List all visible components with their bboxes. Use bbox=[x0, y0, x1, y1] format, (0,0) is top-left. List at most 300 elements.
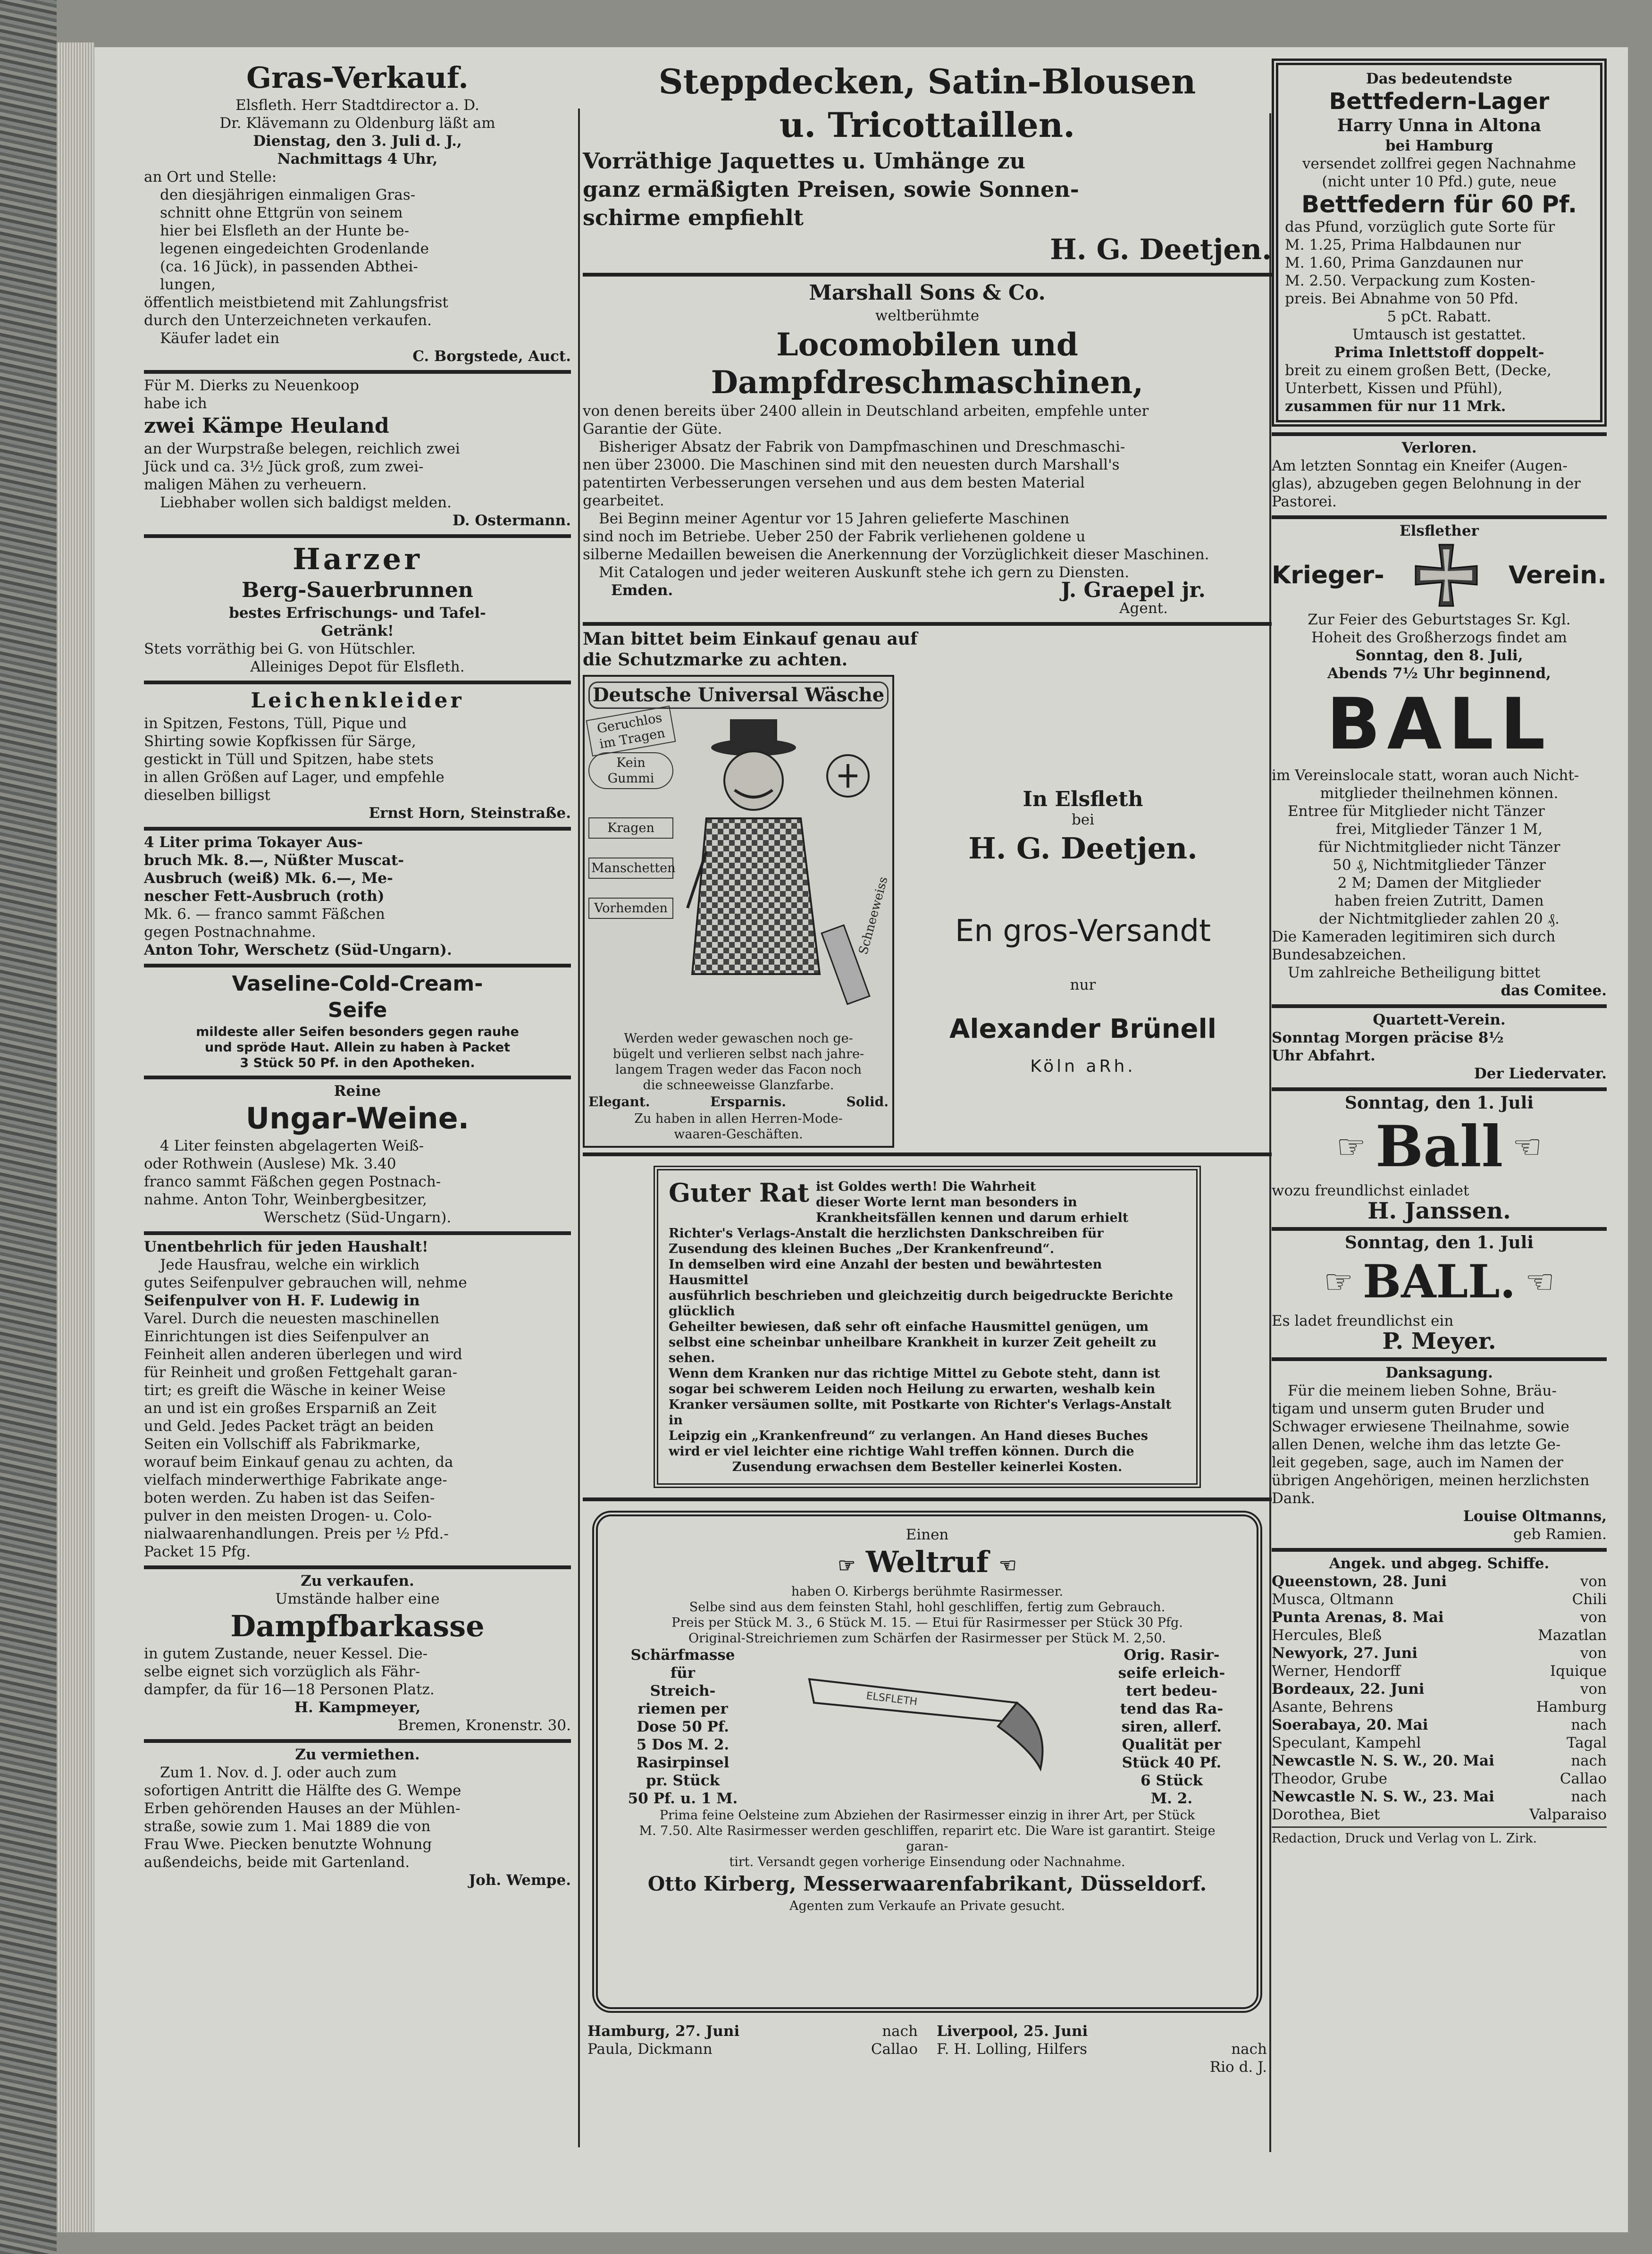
ad-pretitle: Einen bbox=[906, 1526, 949, 1543]
ad-line: Qualität per bbox=[1122, 1736, 1222, 1753]
ad-line: Unterbett, Kissen und Pfühl), bbox=[1285, 380, 1503, 397]
waesche-layout bbox=[583, 675, 1272, 1148]
razor-blade-label: ELSFLETH bbox=[865, 1690, 918, 1708]
bettfedern-chain-border bbox=[1272, 59, 1607, 427]
ad-line: tirt; es greift die Wäsche in keiner Weise bbox=[144, 1382, 446, 1399]
man-with-hat-illustration bbox=[678, 710, 891, 1021]
ad-kaempe-heuland bbox=[144, 374, 571, 538]
ad-line: siren, allerf. bbox=[1121, 1718, 1222, 1735]
triple-row bbox=[588, 1093, 889, 1111]
ad-headline: Locomobilen und Dampfdreschmaschinen, bbox=[711, 326, 1144, 401]
ad-line: nen über 23000. Die Maschinen sind mit den neuesten durch Marshall's bbox=[583, 456, 1120, 473]
ad-line: Mk. 6. — franco sammt Fäßchen bbox=[144, 906, 385, 923]
ad-line: Shirting sowie Kopfkissen für Särge, bbox=[144, 733, 416, 750]
ad-line: im Vereinslocale statt, woran auch Nicht- bbox=[1272, 767, 1579, 784]
ship-direction: nach bbox=[1571, 1716, 1607, 1733]
ad-line: ist Goldes werth! Die Wahrheit bbox=[815, 1179, 1036, 1194]
ad-line: nur bbox=[1070, 976, 1096, 993]
ship-port: Bordeaux, 22. Juni bbox=[1272, 1681, 1425, 1698]
ad-line: Geheilter bewiesen, daß sehr oft einfache Hausmittel genügen, um bbox=[669, 1320, 1149, 1334]
ad-line: Dose 50 Pf. bbox=[637, 1718, 729, 1735]
ad-line: Feinheit allen anderen überlegen und wird bbox=[144, 1346, 462, 1363]
ad-line: an Ort und Stelle: bbox=[144, 168, 277, 185]
ad-pretitle: Elsflether bbox=[1399, 522, 1479, 539]
ad-guter-rat bbox=[583, 1156, 1272, 1501]
ad-line: Ausbruch (weiß) Mk. 6.—, Me- bbox=[144, 870, 393, 887]
ad-line: patentirten Verbesserungen versehen und aus dem besten Material bbox=[583, 474, 1085, 491]
ad-line: dieser Worte lernt man besonders in bbox=[815, 1195, 1077, 1210]
ad-line: Mit Catalogen und jeder weiteren Auskunft stehe ich gern zu Diensten. bbox=[599, 564, 1130, 581]
ship-destination: Rio d. J. bbox=[1209, 2059, 1267, 2076]
ship-place: Valparaiso bbox=[1529, 1806, 1607, 1823]
ad-line: ausführlich beschrieben und gleichzeitig durch beigedruckte Berichte glücklich bbox=[669, 1288, 1174, 1319]
ad-line: Sonntag, den 8. Juli, bbox=[1355, 647, 1523, 664]
ad-line: Hoheit des Großherzogs findet am bbox=[1311, 629, 1567, 646]
ad-dampfbarkasse bbox=[144, 1569, 571, 1743]
ad-title: Weltruf bbox=[865, 1545, 989, 1579]
ad-line: Dank. bbox=[1272, 1490, 1315, 1507]
ad-line: (nicht unter 10 Pfd.) gute, neue bbox=[1322, 173, 1557, 190]
ad-title: u. Tricottaillen. bbox=[779, 105, 1075, 145]
ad-line: Bei Beginn meiner Agentur vor 15 Jahren gelieferte Maschinen bbox=[599, 510, 1070, 527]
ad-line: Käufer ladet ein bbox=[160, 330, 280, 347]
ad-line: in gutem Zustande, neuer Kessel. Die- bbox=[144, 1645, 428, 1662]
ad-maker: Alexander Brünell bbox=[949, 1014, 1216, 1044]
ad-headline: BALL bbox=[1326, 683, 1552, 765]
ad-line: 5 pCt. Rabatt. bbox=[1387, 308, 1492, 325]
ship-name: Dorothea, Biet bbox=[1272, 1806, 1380, 1823]
ad-title: Bettfedern-Lager bbox=[1329, 88, 1550, 115]
pointing-hand-icon: ☞ bbox=[838, 1554, 856, 1577]
ad-line: Zusendung des kleinen Buches „Der Krankenfreund“. bbox=[669, 1242, 1055, 1256]
ship-direction: von bbox=[1580, 1645, 1607, 1662]
ad-pretitle: Zu verkaufen. bbox=[301, 1573, 414, 1590]
ship-port: Newcastle N. S. W., 20. Mai bbox=[1272, 1752, 1494, 1769]
ad-line: M. 2.50. Verpackung zum Kosten- bbox=[1285, 272, 1535, 289]
ad-headline: BALL. bbox=[1362, 1255, 1516, 1308]
ad-line: Umtausch ist gestattet. bbox=[1352, 326, 1526, 343]
ship-port: Queenstown, 28. Juni bbox=[1272, 1573, 1447, 1590]
ad-title: Marshall Sons & Co. bbox=[809, 281, 1046, 305]
ship-place: Chili bbox=[1572, 1591, 1607, 1608]
ad-line: haben O. Kirbergs berühmte Rasirmesser. bbox=[791, 1584, 1064, 1599]
ad-line: Am letzten Sonntag ein Kneifer (Augen- bbox=[1272, 457, 1568, 474]
ad-line: Elsfleth. Herr Stadtdirector a. D. bbox=[235, 97, 479, 114]
ad-line: Werschetz (Süd-Ungarn). bbox=[263, 1209, 452, 1226]
ad-line: tend das Ra- bbox=[1120, 1700, 1224, 1717]
ad-line: Kranker versäumen sollte, mit Postkarte von Richter's Verlags-Anstalt in bbox=[669, 1397, 1172, 1428]
ad-line: zusammen für nur 11 Mrk. bbox=[1285, 398, 1506, 415]
ad-title: Vaseline-Cold-Cream- bbox=[232, 972, 483, 996]
ad-line: dampfer, da für 16—18 Personen Platz. bbox=[144, 1681, 435, 1698]
ad-line: ganz ermäßigten Preisen, sowie Sonnen- bbox=[583, 177, 1079, 202]
ad-firm: Otto Kirberg, Messerwaarenfabrikant, Düsseldorf. bbox=[647, 1872, 1207, 1895]
ad-line: Agenten zum Verkaufe an Private gesucht. bbox=[789, 1899, 1065, 1913]
ad-line: den diesjährigen einmaligen Gras- bbox=[160, 186, 416, 203]
ad-signer: Der Liedervater. bbox=[1474, 1065, 1607, 1082]
ad-place: Emden. bbox=[611, 582, 673, 599]
ad-line: für Nichtmitglieder nicht Tänzer bbox=[1318, 839, 1560, 856]
ship-name: Theodor, Grube bbox=[1272, 1770, 1388, 1787]
ad-title: Steppdecken, Satin-Blousen bbox=[658, 61, 1196, 101]
guter-rat-head bbox=[669, 1179, 1186, 1226]
ad-line: mitglieder theilnehmen können. bbox=[1320, 785, 1559, 802]
ad-line: Packet 15 Pfg. bbox=[144, 1543, 251, 1560]
ad-gras-verkauf bbox=[144, 57, 571, 374]
ad-line: an der Wurpstraße belegen, reichlich zwei bbox=[144, 440, 460, 457]
ad-vaseline-seife bbox=[144, 967, 571, 1079]
ad-title: Seife bbox=[327, 998, 387, 1022]
imprint-line: Redaction, Druck und Verlag von L. Zirk. bbox=[1272, 1831, 1537, 1846]
ship-direction: nach bbox=[1571, 1788, 1607, 1805]
ad-line: Preis per Stück M. 3., 6 Stück M. 15. — Etui für Rasirmesser per Stück 30 Pfg. bbox=[671, 1615, 1183, 1630]
ad-line: Pastorei. bbox=[1272, 493, 1337, 510]
ad-place: In Elsfleth bbox=[1023, 787, 1143, 811]
ship-direction: nach bbox=[1571, 1752, 1607, 1769]
ad-line: gegen Postnachnahme. bbox=[144, 924, 316, 941]
ad-line: Vorräthige Jaquettes u. Umhänge zu bbox=[583, 148, 1026, 174]
ad-line: und Geld. Jedes Packet trägt an beiden bbox=[144, 1418, 434, 1435]
ad-line: Dr. Klävemann zu Oldenburg läßt am bbox=[219, 115, 495, 132]
ad-line: wird er viel leichter eine richtige Wahl treffen können. Durch die bbox=[669, 1444, 1134, 1459]
tag-label: Kragen bbox=[588, 817, 673, 839]
ad-line: tirt. Versandt gegen vorherige Einsendung oder Nachnahme. bbox=[729, 1855, 1125, 1869]
ad-line: bügelt und verlieren selbst nach jahre- bbox=[612, 1047, 864, 1061]
ad-tokayer bbox=[144, 831, 571, 967]
ad-weltruf bbox=[583, 1501, 1272, 2022]
iron-cross-icon bbox=[1411, 540, 1482, 611]
ad-signer: Anton Tohr, Werschetz (Süd-Ungarn). bbox=[144, 942, 452, 959]
ad-signer: J. Graepel jr. bbox=[1061, 578, 1206, 602]
ad-line: Selbe sind aus dem feinsten Stahl, hohl geschliffen, fertig zum Gebrauch. bbox=[689, 1600, 1166, 1615]
ad-line: Prima feine Oelsteine zum Abziehen der Rasirmesser einzig in ihrer Art, per Stück bbox=[659, 1808, 1195, 1823]
ship-direction: von bbox=[1580, 1573, 1607, 1590]
ad-signer: Ernst Horn, Steinstraße. bbox=[369, 805, 571, 822]
ad-line: (ca. 16 Jück), in passenden Abthei- bbox=[160, 258, 418, 275]
ad-line: Man bittet beim Einkauf genau auf bbox=[583, 629, 918, 649]
ad-line: Umstände halber eine bbox=[275, 1590, 440, 1607]
ad-line: Schärfmasse bbox=[630, 1647, 735, 1664]
ad-line: Stück 40 Pf. bbox=[1122, 1754, 1222, 1771]
ad-signature-row bbox=[583, 578, 1272, 602]
weltruf-body bbox=[617, 1646, 1238, 1808]
ad-line: sofortigen Antritt die Hälfte des G. Wempe bbox=[144, 1782, 461, 1799]
ship-name: Hercules, Bleß bbox=[1272, 1627, 1382, 1644]
ad-title: Danksagung. bbox=[1385, 1364, 1493, 1381]
ad-line: oder Rothwein (Auslese) Mk. 3.40 bbox=[144, 1155, 396, 1172]
ad-line: waaren-Geschäften. bbox=[674, 1127, 803, 1142]
ad-line: bestes Erfrischungs- und Tafel- bbox=[229, 605, 486, 622]
ad-bettfedern bbox=[1272, 57, 1607, 436]
ad-line: bei Hamburg bbox=[1385, 137, 1493, 154]
ad-title: Ungar-Weine. bbox=[245, 1101, 470, 1135]
ad-line: außendeichs, beide mit Gartenland. bbox=[144, 1854, 410, 1871]
ad-line: straße, sowie zum 1. Mai 1889 die von bbox=[144, 1818, 431, 1835]
ship-direction: nach bbox=[882, 2023, 918, 2040]
ad-date: Sonntag, den 1. Juli bbox=[1344, 1233, 1534, 1253]
ad-line: bei bbox=[1071, 811, 1095, 828]
ad-word: Elegant. bbox=[588, 1094, 650, 1110]
ad-title: Guter Rat bbox=[669, 1177, 809, 1208]
ad-line: Leipzig ein „Krankenfreund“ zu verlangen. An Hand dieses Buches bbox=[669, 1429, 1148, 1443]
ad-line: die Schutzmarke zu achten. bbox=[583, 650, 848, 670]
ad-line: Frau Wwe. Piecken benutzte Wohnung bbox=[144, 1836, 432, 1853]
ad-word: Solid. bbox=[846, 1094, 889, 1110]
ad-line: in Spitzen, Festons, Tüll, Pique und bbox=[144, 715, 407, 732]
ad-line: die schneeweisse Glanzfarbe. bbox=[643, 1078, 834, 1093]
ad-line: 2 M; Damen der Mitglieder bbox=[1337, 875, 1541, 892]
ad-line: Schwager erwiesene Theilnahme, sowie bbox=[1272, 1418, 1569, 1435]
ad-line: Rasirpinsel bbox=[636, 1754, 730, 1771]
guter-rat-box bbox=[654, 1166, 1201, 1488]
tag-label: Manschetten bbox=[588, 858, 673, 879]
weltruf-frame bbox=[592, 1511, 1262, 2013]
ad-line: öffentlich meistbietend mit Zahlungsfrist bbox=[144, 294, 448, 311]
ad-line: 4 Liter prima Tokayer Aus- bbox=[144, 834, 363, 851]
ad-line: Zum 1. Nov. d. J. oder auch zum bbox=[160, 1764, 397, 1781]
column-1 bbox=[144, 57, 571, 2124]
ship-name: Werner, Hendorff bbox=[1272, 1663, 1400, 1680]
ad-title: Harzer bbox=[293, 542, 422, 576]
pointing-hand-icon: ☜ bbox=[1525, 1262, 1555, 1301]
ad-line: glas), abzugeben gegen Belohnung in der bbox=[1272, 475, 1581, 492]
ad-line: frei, Mitglieder Tänzer 1 M, bbox=[1335, 821, 1543, 838]
ad-line: dieselben billigst bbox=[144, 787, 270, 804]
ship-direction: nach bbox=[1231, 2041, 1267, 2058]
ad-line: Prima Inlettstoff doppelt- bbox=[1334, 344, 1544, 361]
ad-line: Jück und ca. 3½ Jück groß, zum zwei- bbox=[144, 458, 424, 475]
ad-universal-waesche bbox=[583, 626, 1272, 1156]
ad-line: in allen Größen auf Lager, und empfehle bbox=[144, 769, 444, 786]
ad-line: Alleiniges Depot für Elsfleth. bbox=[250, 658, 465, 675]
ad-line: seife erleich- bbox=[1118, 1665, 1225, 1682]
ad-line: Wenn dem Kranken nur das richtige Mittel zu Gebote steht, dann ist bbox=[669, 1366, 1160, 1381]
ship-place: Mazatlan bbox=[1538, 1627, 1607, 1644]
ad-line: selbe eignet sich vorzüglich als Fähr- bbox=[144, 1663, 420, 1680]
ad-line: das Pfund, vorzüglich gute Sorte für bbox=[1285, 219, 1555, 235]
ad-line: tert bedeu- bbox=[1126, 1682, 1217, 1699]
ship-notice-left bbox=[587, 2022, 918, 2076]
ball-headline-row bbox=[1272, 1112, 1607, 1182]
ad-line: Stets vorräthig bei G. von Hütschler. bbox=[144, 640, 416, 657]
ship-notice-bottom bbox=[583, 2022, 1272, 2076]
ad-address: Bremen, Kronenstr. 30. bbox=[397, 1717, 571, 1734]
ad-line: übrigen Angehörigen, meinen herzlichsten bbox=[1272, 1472, 1590, 1489]
weltruf-title-row bbox=[617, 1545, 1238, 1583]
guter-rat-intro bbox=[816, 1179, 1128, 1226]
ship-direction: von bbox=[1580, 1609, 1607, 1626]
ad-line: sind noch im Betriebe. Ueber 250 der Fabrik verliehenen goldene u bbox=[583, 528, 1086, 545]
ad-line: mildeste aller Seifen besonders gegen rauhe bbox=[196, 1025, 519, 1039]
ad-line: Garantie der Güte. bbox=[583, 421, 722, 437]
ad-line: Die Kameraden legitimiren sich durch bbox=[1272, 928, 1556, 945]
ad-deetjen-steppdecken bbox=[583, 57, 1272, 277]
column-rule-left bbox=[578, 109, 580, 2147]
column-2 bbox=[583, 57, 1272, 2124]
ad-line: gearbeitet. bbox=[583, 492, 664, 509]
ad-line: nialwaarenhandlungen. Preis per ½ Pfd.- bbox=[144, 1525, 449, 1542]
ad-line: Seiten ein Vollschiff als Fabrikmarke, bbox=[144, 1436, 421, 1453]
ad-signer: H. Kampmeyer, bbox=[294, 1699, 421, 1716]
ad-danksagung bbox=[1272, 1361, 1607, 1552]
ship-name: Speculant, Kampehl bbox=[1272, 1734, 1421, 1751]
ad-line: Zu haben in allen Herren-Mode- bbox=[634, 1111, 843, 1126]
ad-ball-janssen bbox=[1272, 1091, 1607, 1231]
ad-line: 6 Stück bbox=[1140, 1772, 1203, 1789]
ship-place: Hamburg bbox=[1536, 1699, 1607, 1716]
ad-line: tigam und unserm guten Bruder und bbox=[1272, 1400, 1545, 1417]
ad-line: schnitt ohne Ettgrün von seinem bbox=[160, 204, 403, 221]
ship-name: Musca, Oltmann bbox=[1272, 1591, 1394, 1608]
ad-quartett-verein bbox=[1272, 1008, 1607, 1091]
ad-line: maligen Mähen zu verheuern. bbox=[144, 476, 367, 493]
ad-line: der Nichtmitglieder zahlen 20 ₰. bbox=[1319, 910, 1560, 927]
ad-seifenpulver bbox=[144, 1235, 571, 1569]
ad-krieger-verein bbox=[1272, 519, 1607, 1008]
tag-label: Vorhemden bbox=[588, 898, 673, 919]
ship-place: Iquique bbox=[1550, 1663, 1607, 1680]
ad-line: silberne Medaillen beweisen die Anerkennung der Vorzüglichkeit dieser Maschinen. bbox=[583, 546, 1209, 563]
ad-line: Zusendung erwachsen dem Besteller keinerlei Kosten. bbox=[732, 1460, 1123, 1474]
ad-line: gutes Seifenpulver gebrauchen will, nehme bbox=[144, 1274, 467, 1291]
ad-date: Sonntag, den 1. Juli bbox=[1344, 1093, 1534, 1113]
ad-line: vielfach minderwerthige Fabrikate ange- bbox=[144, 1472, 447, 1489]
ship-destination: Callao bbox=[871, 2041, 918, 2058]
trademark-figure bbox=[588, 710, 889, 1031]
ad-zu-vermiethen bbox=[144, 1743, 571, 1894]
ad-line: allen Denen, welche ihm das letzte Ge- bbox=[1272, 1436, 1561, 1453]
ad-title: Krieger- bbox=[1272, 561, 1384, 589]
tag-stack bbox=[588, 710, 676, 938]
trademark-banner: Deutsche Universal Wäsche bbox=[588, 681, 889, 709]
ad-line: Uhr Abfahrt. bbox=[1272, 1047, 1375, 1064]
ad-line: Orig. Rasir- bbox=[1124, 1647, 1220, 1664]
tag-label: Kein Gummi bbox=[588, 752, 673, 789]
ship-port: Hamburg, 27. Juni bbox=[587, 2023, 740, 2040]
ad-line: 50 ₰, Nichtmitglieder Tänzer bbox=[1333, 857, 1546, 874]
ad-line: preis. Bei Abnahme von 50 Pfd. bbox=[1285, 290, 1519, 307]
ad-line: Zur Feier des Geburtstages Sr. Kgl. bbox=[1308, 611, 1571, 628]
ad-line: franco sammt Fäßchen gegen Postnach- bbox=[144, 1173, 441, 1190]
ad-title: Zu vermiethen. bbox=[295, 1746, 420, 1763]
ad-line: Dienstag, den 3. Juli d. J., bbox=[253, 133, 462, 150]
ship-place: Tagal bbox=[1567, 1734, 1607, 1751]
ad-line: gestickt in Tüll und Spitzen, habe stets bbox=[144, 751, 434, 768]
waesche-dealer-block bbox=[894, 675, 1272, 1148]
ad-line: habe ich bbox=[144, 395, 207, 412]
ad-headline: En gros-Versandt bbox=[955, 914, 1211, 949]
ad-subtitle: weltberühmte bbox=[875, 307, 980, 324]
book-spine-marbled bbox=[0, 0, 57, 2254]
ad-marshall bbox=[583, 277, 1272, 626]
column-3 bbox=[1272, 57, 1607, 2124]
ad-pretitle: Das bedeutendste bbox=[1366, 70, 1513, 87]
ad-line: wozu freundlichst einladet bbox=[1272, 1182, 1469, 1199]
waesche-illustration-block bbox=[583, 675, 894, 1148]
ad-line: M. 2. bbox=[1150, 1790, 1193, 1807]
ad-line: legenen eingedeichten Grodenlande bbox=[160, 240, 429, 257]
weltruf-right bbox=[1106, 1646, 1238, 1808]
ad-line: pr. Stück bbox=[646, 1772, 720, 1789]
ad-word: Ersparnis. bbox=[710, 1094, 786, 1110]
ad-title: Gras-Verkauf. bbox=[246, 60, 469, 95]
ad-line: M. 1.25, Prima Halbdaunen nur bbox=[1285, 236, 1521, 253]
waesche-illustration bbox=[583, 675, 894, 1148]
ad-line: pulver in den meisten Drogen- u. Colo- bbox=[144, 1507, 432, 1524]
ad-city: Köln aRh. bbox=[1030, 1057, 1136, 1076]
ad-line: worauf beim Einkauf genau zu achten, da bbox=[144, 1454, 453, 1471]
ad-ball-meyer bbox=[1272, 1231, 1607, 1361]
ad-line: Streich- bbox=[650, 1682, 716, 1699]
ship-name: F. H. Lolling, Hilfers bbox=[937, 2041, 1088, 2058]
ad-line: Nachmittags 4 Uhr, bbox=[277, 151, 438, 168]
ad-title: Unentbehrlich für jeden Haushalt! bbox=[144, 1238, 428, 1255]
tag-label: Schneeweiss bbox=[856, 875, 891, 956]
ad-line: Bisheriger Absatz der Fabrik von Dampfmaschinen und Dreschmaschi- bbox=[599, 438, 1125, 455]
ad-line: langem Tragen weder das Facon noch bbox=[615, 1062, 862, 1077]
ad-line: Getränk! bbox=[321, 622, 394, 639]
ship-name: Asante, Behrens bbox=[1272, 1699, 1393, 1716]
ad-line: 3 Stück 50 Pf. in den Apotheken. bbox=[240, 1056, 475, 1070]
ad-line: leit gegeben, sage, auch im Namen der bbox=[1272, 1454, 1563, 1471]
ad-signer: das Comitee. bbox=[1501, 982, 1607, 999]
ad-line: für Reinheit und großen Fettgehalt garan- bbox=[144, 1364, 458, 1381]
ad-line: M. 7.50. Alte Rasirmesser werden geschliffen, reparirt etc. Die Ware ist garantirt. Steige garan- bbox=[639, 1824, 1216, 1854]
ad-pretitle: Reine bbox=[334, 1083, 381, 1100]
ad-role: Agent. bbox=[1119, 600, 1168, 617]
ad-line: für bbox=[670, 1665, 696, 1682]
ad-signer: Louise Oltmanns, bbox=[1463, 1508, 1607, 1525]
ad-line: Richter's Verlags-Anstalt die herzlichsten Dankschreiben für bbox=[669, 1226, 1104, 1241]
ad-line: von denen bereits über 2400 allein in Deutschland arbeiten, empfehle unter bbox=[583, 403, 1149, 420]
ad-line: 4 Liter feinsten abgelagerten Weiß- bbox=[160, 1137, 424, 1154]
ad-signer: D. Ostermann. bbox=[453, 512, 571, 529]
ship-notice-right bbox=[937, 2022, 1267, 2076]
ad-line: Varel. Durch die neuesten maschinellen bbox=[144, 1310, 440, 1327]
pointing-hand-icon: ☞ bbox=[1324, 1262, 1353, 1301]
ad-schiffe bbox=[1272, 1552, 1607, 1851]
ad-line: Für M. Dierks zu Neuenkoop bbox=[144, 377, 359, 394]
divider bbox=[1272, 1826, 1607, 1828]
ad-line: Original-Streichriemen zum Schärfen der Rasirmesser per Stück M. 2,50. bbox=[688, 1631, 1166, 1646]
ad-line: 50 Pf. u. 1 M. bbox=[628, 1790, 738, 1807]
ad-line: bruch Mk. 8.—, Nüßter Muscat- bbox=[144, 852, 404, 869]
pointing-hand-icon: ☜ bbox=[1512, 1127, 1542, 1166]
razor-illustration bbox=[795, 1646, 1059, 1788]
ad-line: Es ladet freundlichst ein bbox=[1272, 1312, 1454, 1329]
pointing-hand-icon: ☜ bbox=[998, 1554, 1017, 1577]
ad-line: Bundesabzeichen. bbox=[1272, 946, 1407, 963]
ad-title: Leichenkleider bbox=[251, 689, 464, 713]
ad-line: Werden weder gewaschen noch ge- bbox=[624, 1031, 853, 1046]
ad-line: Liebhaber wollen sich baldigst melden. bbox=[160, 494, 452, 511]
ad-signer: Joh. Wempe. bbox=[469, 1872, 571, 1889]
ad-line: nescher Fett-Ausbruch (roth) bbox=[144, 888, 385, 905]
ad-line: versendet zollfrei gegen Nachnahme bbox=[1302, 155, 1576, 172]
krieger-title-row bbox=[1272, 540, 1607, 611]
ad-line: Seifenpulver von H. F. Ludewig in bbox=[144, 1292, 420, 1309]
ad-line: und spröde Haut. Allein zu haben à Packet bbox=[204, 1040, 511, 1055]
ad-title: Verein. bbox=[1508, 561, 1607, 589]
ad-title: Quartett-Verein. bbox=[1373, 1011, 1506, 1028]
ship-port: Soerabaya, 20. Mai bbox=[1272, 1716, 1428, 1733]
ad-title: Angek. und abgeg. Schiffe. bbox=[1329, 1555, 1550, 1572]
ad-signer: H. Janssen. bbox=[1367, 1198, 1511, 1224]
ship-direction: von bbox=[1580, 1681, 1607, 1698]
ad-line: Abends 7½ Uhr beginnend, bbox=[1327, 665, 1551, 682]
page-edges bbox=[57, 42, 94, 2232]
ad-line: Um zahlreiche Betheiligung bittet bbox=[1288, 964, 1541, 981]
